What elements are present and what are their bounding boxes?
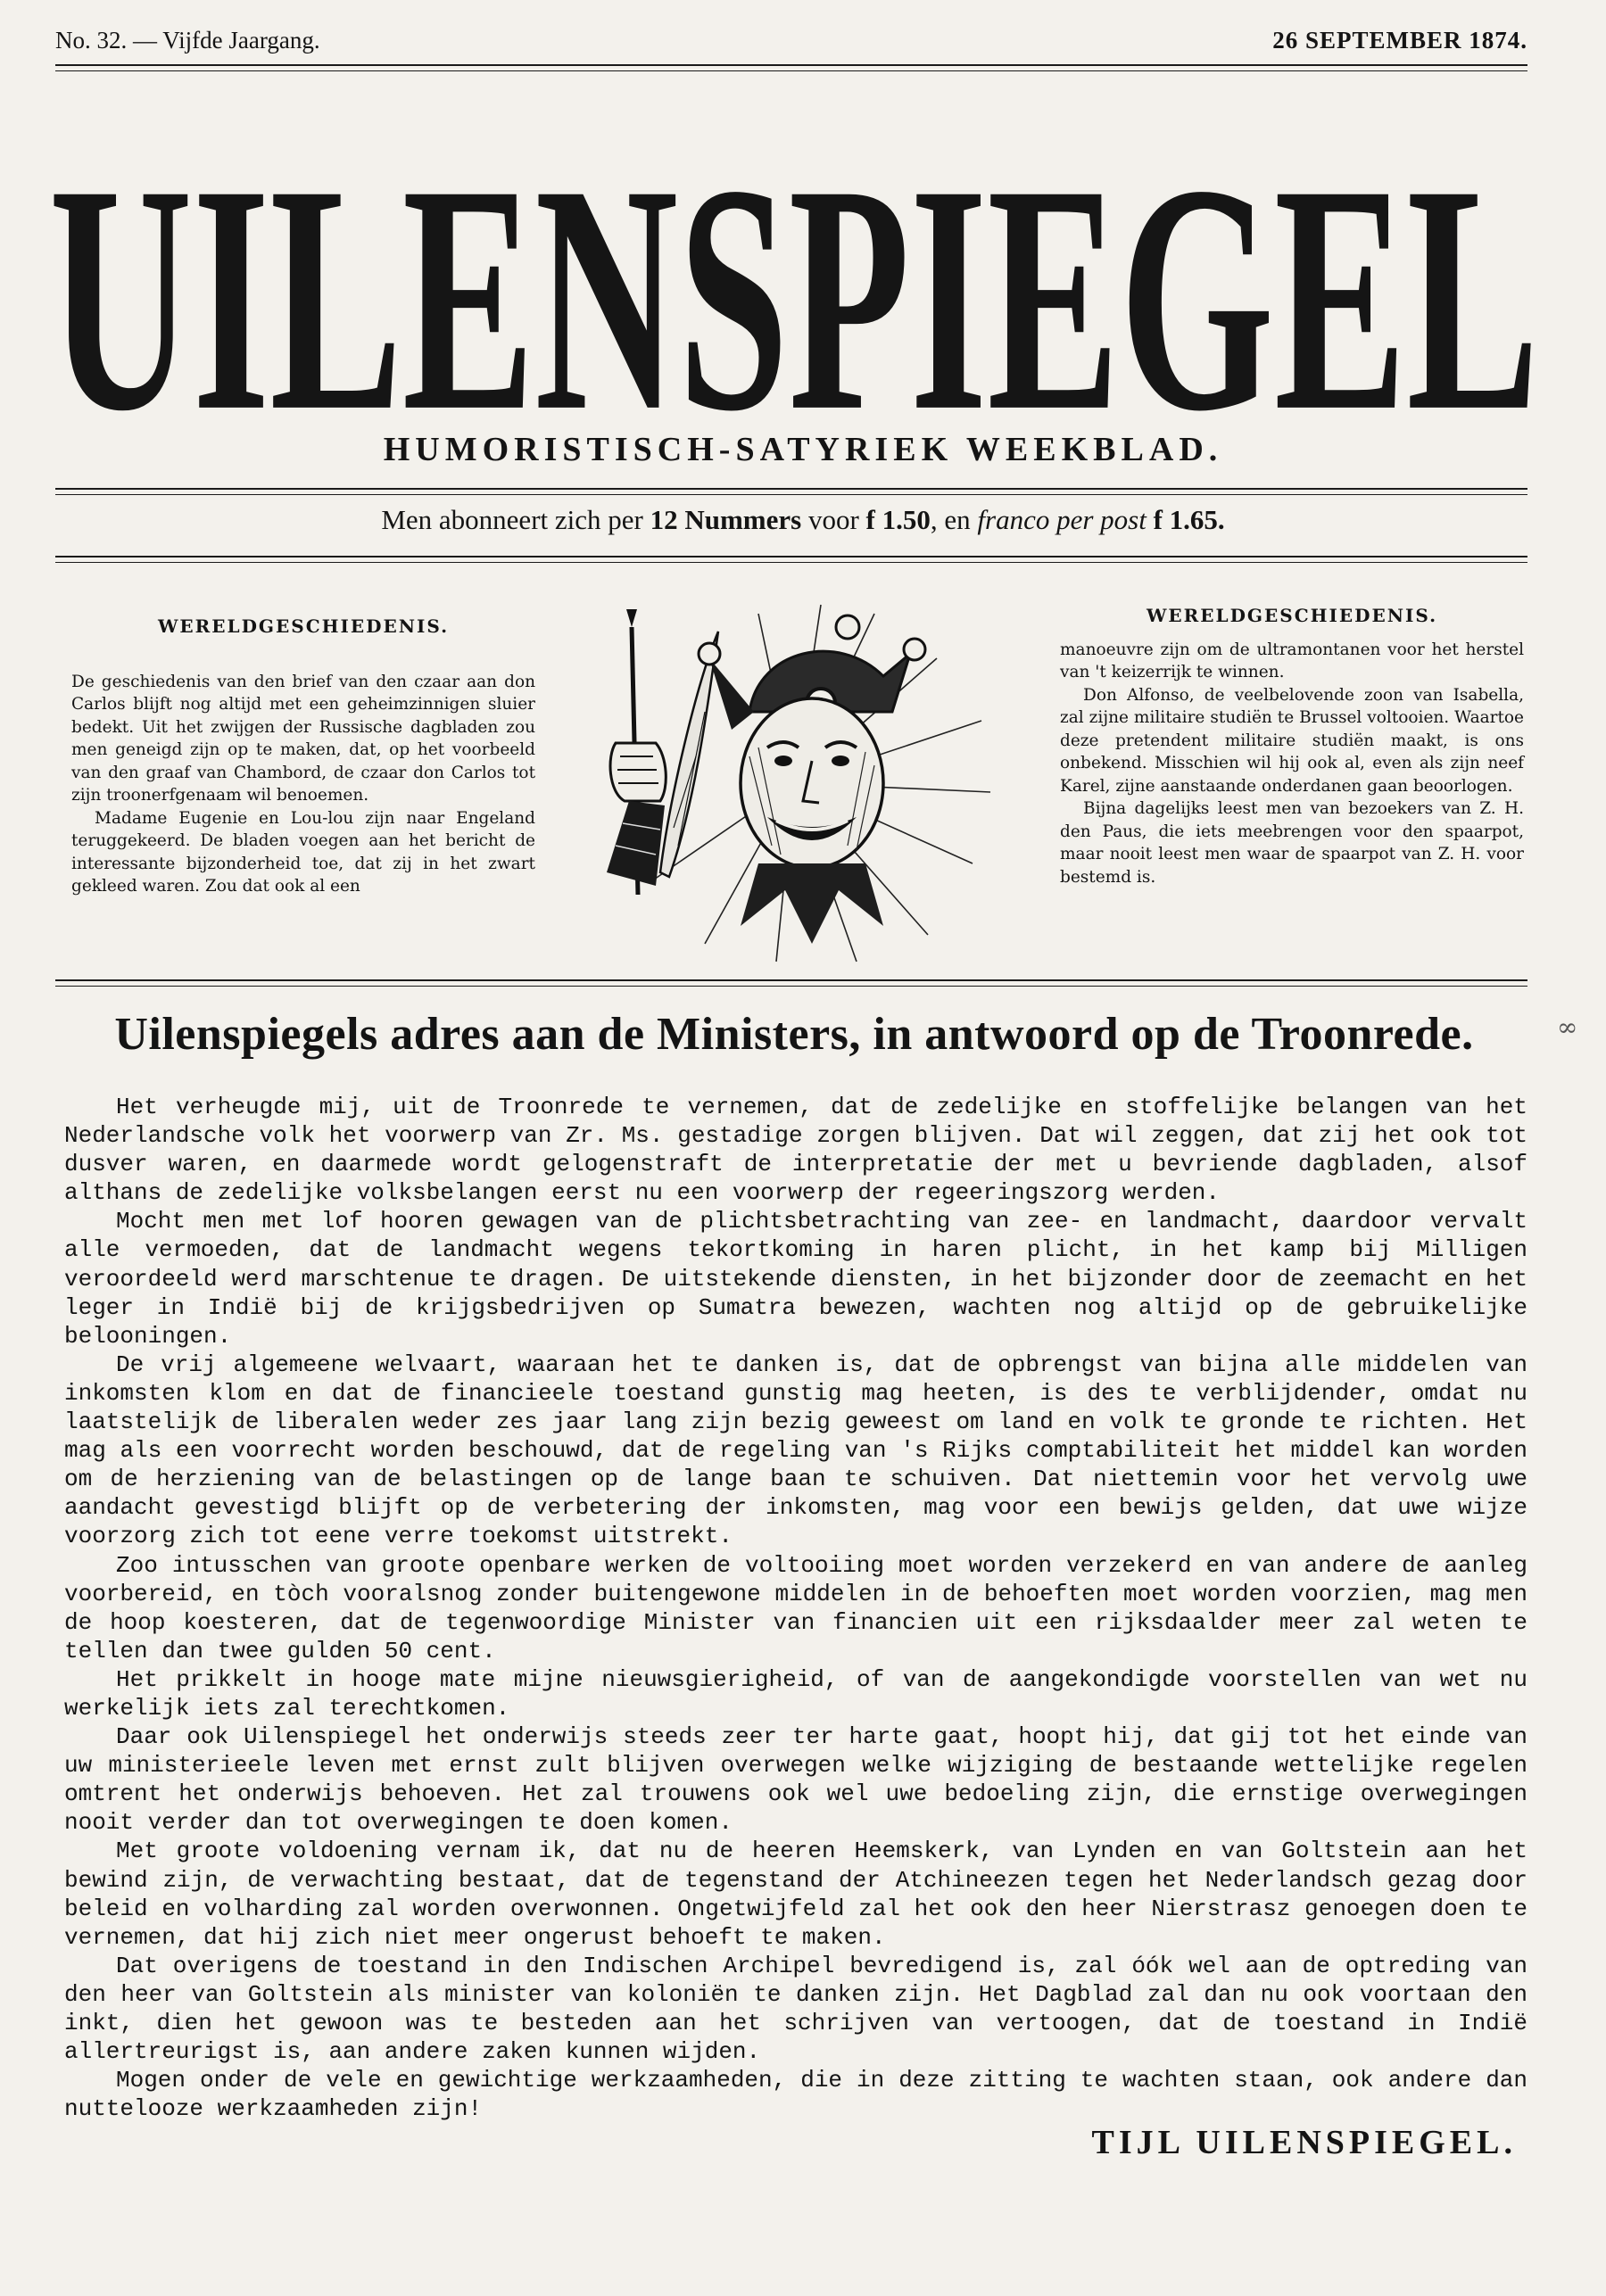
- article-signature: TIJL UILENSPIEGEL.: [1091, 2124, 1517, 2161]
- margin-mark: ∞: [1557, 1012, 1578, 1042]
- jester-illustration: [553, 578, 1035, 970]
- article-paragraph: Mogen onder de vele en gewichtige werkzaamheden, die in deze zitting te wachten staan, ook andere dan nuttelooze werkzaamheden zijn!: [64, 2067, 1527, 2123]
- masthead: [45, 94, 1544, 428]
- subscription-mid: voor: [807, 504, 859, 535]
- subscription-sep: , en: [930, 504, 971, 535]
- article-paragraph: Zoo intusschen van groote openbare werken de voltooiing moet worden verzekerd en van andere de aanleg voorbereid, en tòch vooralsnog zonder buitengewone middelen in de behoeften moet worden voorzien, mag men de hoop koesteren, dat de tegenwoordige Minister van financien uit een rijksdaalder meer zal weten te tellen dan twee gulden 50 cent.: [64, 1551, 1527, 1664]
- masthead-subtitle: HUMORISTISCH-SATYRIEK WEEKBLAD.: [383, 431, 1223, 468]
- masthead-title: UILENSPIEGEL: [49, 118, 1539, 428]
- article-paragraph: Dat overigens de toestand in den Indischen Archipel bevredigend is, zal óók wel aan de optreding van den heer van Goltstein als minister van koloniën te danken zijn. Het Dagblad zal dan nu ook voortaan den inkt, dien het gewoon was te besteden aan het schrijven van vertoogen, dat de toestand in Indië allertreurigst is, aan andere zaken kunnen wijden.: [64, 1952, 1527, 2066]
- header-divider: [55, 64, 1527, 71]
- issue-date: 26 SEPTEMBER 1874.: [1272, 27, 1527, 54]
- left-column-heading: WERELDGESCHIEDENIS.: [157, 615, 450, 637]
- issue-line: [55, 27, 1527, 59]
- right-column-heading: WERELDGESCHIEDENIS.: [1146, 605, 1438, 626]
- subscription-count: 12 Nummers: [650, 504, 802, 535]
- right-column: [1060, 605, 1524, 888]
- right-column-paragraph: Bijna dagelijks leest men van bezoekers van Z. H. den Paus, die iets meebrengen voor den spaarpot, maar nooit leest men waar de spaarpot van Z. H. voor bestemd is.: [1060, 799, 1524, 887]
- masthead-title-graphic: [45, 94, 1544, 428]
- article-paragraph: Met groote voldoening vernam ik, dat nu de heeren Heemskerk, van Lynden en van Goltstein aan het bewind zijn, de verwachting bestaat, dat de tegenstand der Atchineezen tegen het Nederlandsch gezag door beleid en volharding zal worden overwonnen. Ongetwijfeld zal het ook den heer Nierstrasz genoegen doen te vernemen, dat hij zich niet meer ongerust behoeft te maken.: [64, 1838, 1527, 1951]
- subscription-price-1: f 1.50: [865, 504, 931, 535]
- right-column-paragraph: manoeuvre zijn om de ultramontanen voor het herstel van 't keizerrijk te winnen.: [1060, 640, 1524, 681]
- subscription-franco: franco per post: [977, 504, 1147, 535]
- subscription-price-2: f 1.65.: [1153, 504, 1225, 535]
- subtitle-divider: [55, 488, 1527, 495]
- article-headline: Uilenspiegels adres aan de Ministers, in antwoord op de Troonrede.: [114, 1009, 1474, 1060]
- right-column-paragraph: Don Alfonso, de veelbelovende zoon van Isabella, zal zijne militaire studiën te Brussel voltooien. Waartoe deze pretendent militaire studiën maakt, is ons onbekend. Misschien wil hij ook al, even als zijn neef Karel, zijne aanstaande onderdanen gaan beoorlogen.: [1060, 685, 1524, 796]
- left-column-paragraph: Madame Eugenie en Lou-lou zijn naar Engeland teruggekeerd. De bladen voegen aan het bericht de interessante bijzonderheid toe, dat zij in het zwart gekleed waren. Zou dat ook al een: [71, 808, 535, 896]
- left-column-paragraph: De geschiedenis van den brief van den czaar aan don Carlos blijft nog altijd met een geheimzinnigen sluier bedekt. Uit het zwijgen der Russische dagbladen zou men geneigd zijn op te maken, dat, op het voorbeeld van den graaf van Chambord, de czaar don Carlos tot zijn troonerfgenaam wil benoemen.: [71, 672, 535, 805]
- subscription-pre: Men abonneert zich per: [381, 504, 643, 535]
- left-column: [71, 615, 535, 898]
- subscription-divider: [55, 556, 1527, 563]
- jester-drawing: [553, 578, 1035, 970]
- article-paragraph: De vrij algemeene welvaart, waaraan het te danken is, dat de opbrengst van bijna alle middelen van inkomsten klom en dat de financieele toestand gunstig mag heeten, is des te verblijdender, omdat nu laatstelijk de liberalen weder zes jaar lang zijn bezig geweest om land en volk te gronde te richten. Het mag als een voorrecht worden beschouwd, dat de regeling van 's Rijks comptabiliteit het middel kan worden om de herziening van de belastingen op de lange baan te schuiven. Dat niettemin voor het vervolg uwe aandacht gevestigd blijft op de verbetering der inkomsten, mag voor een bewijs gelden, dat uwe wijze voorzorg zich tot eene verre toekomst uitstrekt.: [64, 1350, 1527, 1550]
- article-paragraph: Mocht men met lof hooren gewagen van de plichtsbetrachting van zee- en landmacht, daardoor vervalt alle vermoeden, dat de landmacht wegens tekortkoming in haren plicht, in het kamp bij Milligen veroordeeld werd marschtenue te dragen. De uitstekende diensten, in het bijzonder door de zeemacht en het leger in Indië bij de krijgsbedrijven op Sumatra bewezen, wachten nog altijd op de gebruikelijke belooningen.: [64, 1208, 1527, 1350]
- article-paragraph: Het verheugde mij, uit de Troonrede te vernemen, dat de zedelijke en stoffelijke belangen van het Nederlandsche volk het voorwerp van Zr. Ms. gestadige zorgen blijven. Dat wil zeggen, dat zij het ook tot dusver waren, en daarmede wordt gelogenstraft de interpretatie der met u bevriende dagbladen, alsof althans de zedelijke volksbelangen eerst nu een voorwerp der regeeringszorg werden.: [64, 1094, 1527, 1207]
- section-divider: [55, 979, 1527, 987]
- article-paragraph: Daar ook Uilenspiegel het onderwijs steeds zeer ter harte gaat, hoopt hij, dat gij tot het einde van uw ministerieele leven met ernst zult blijven overwegen welke wijziging de bestaande wettelijke regelen omtrent het onderwijs behoeven. Het zal trouwens ook wel uwe bedoeling zijn, die ernstige overwegingen nooit verder dan tot overwegingen te doen komen.: [64, 1723, 1527, 1837]
- subscription-line: [0, 504, 1606, 536]
- article-body: [64, 1093, 1527, 2123]
- article-paragraph: Het prikkelt in hooge mate mijne nieuwsgierigheid, of van de aangekondigde voorstellen van wet nu werkelijk iets zal terechtkomen.: [64, 1665, 1527, 1722]
- issue-number: No. 32. — Vijfde Jaargang.: [55, 27, 320, 54]
